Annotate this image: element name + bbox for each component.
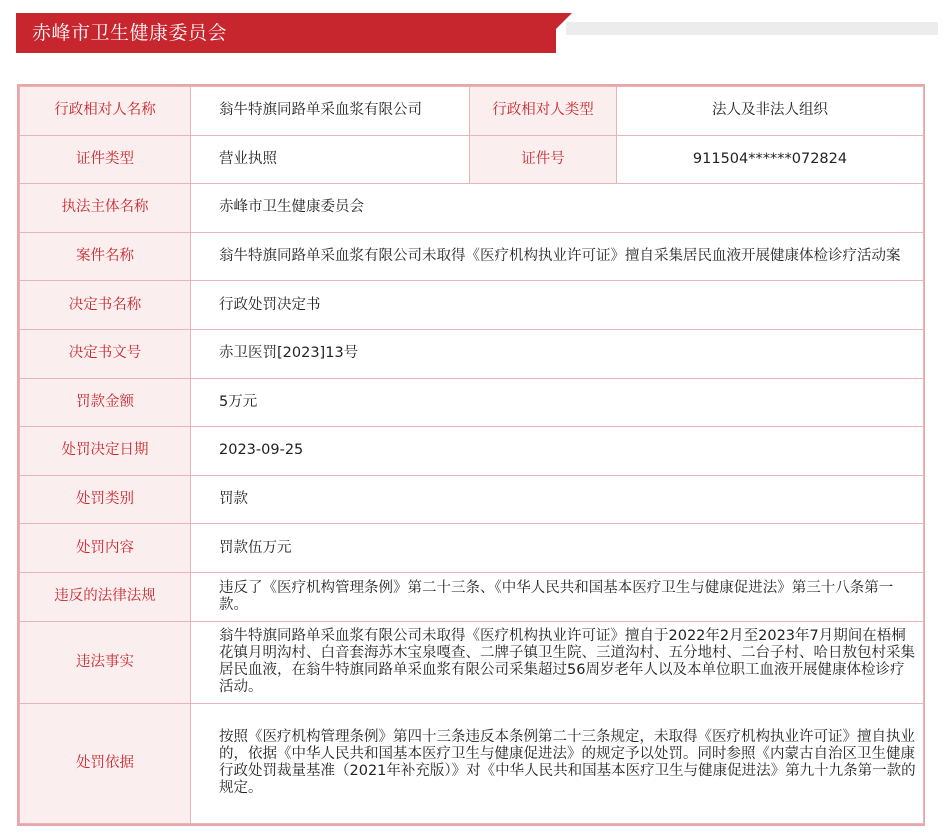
field-label-id-number: 证件号	[470, 135, 617, 184]
page-title: 赤峰市卫生健康委员会	[32, 22, 228, 44]
table-row	[20, 329, 924, 378]
field-value-party-name: 翁牛特旗同路单采血浆有限公司	[191, 87, 470, 136]
field-value-party-type: 法人及非法人组织	[617, 87, 924, 136]
field-value-violation-facts: 翁牛特旗同路单采血浆有限公司未取得《医疗机构执业许可证》擅自于2022年2月至2023年7月期间在梧桐花镇月明沟村、白音套海苏木宝泉嘎查、二牌子镇卫生院、三道沟村、五分地村、二台子村、哈日敖包村采集居民血液，在翁牛特旗同路单采血浆有限公司采集超过56周岁老年人以及本单位职工血液开展健康体检诊疗活动。	[191, 621, 924, 703]
field-label-violation-facts: 违法事实	[20, 621, 191, 703]
table-row	[20, 427, 924, 476]
field-value-decision-name: 行政处罚决定书	[191, 281, 924, 330]
field-label-violated-laws: 违反的法律法规	[20, 572, 191, 621]
field-label-decision-date: 处罚决定日期	[20, 427, 191, 476]
table-row	[20, 475, 924, 524]
table-row	[20, 135, 924, 184]
field-label-penalty-category: 处罚类别	[20, 475, 191, 524]
table-row	[20, 703, 924, 823]
field-label-decision-number: 决定书文号	[20, 329, 191, 378]
table-row	[20, 87, 924, 136]
header-divider-line	[566, 22, 938, 35]
field-label-case-name: 案件名称	[20, 232, 191, 281]
table-row	[20, 378, 924, 427]
table-row	[20, 281, 924, 330]
field-label-fine-amount: 罚款金额	[20, 378, 191, 427]
field-label-penalty-content: 处罚内容	[20, 524, 191, 573]
table-row	[20, 184, 924, 233]
table-row	[20, 572, 924, 621]
field-label-decision-name: 决定书名称	[20, 281, 191, 330]
table-row	[20, 232, 924, 281]
field-label-penalty-basis: 处罚依据	[20, 703, 191, 823]
field-label-party-type: 行政相对人类型	[470, 87, 617, 136]
field-label-id-type: 证件类型	[20, 135, 191, 184]
field-value-id-type: 营业执照	[191, 135, 470, 184]
field-value-decision-number: 赤卫医罚[2023]13号	[191, 329, 924, 378]
field-value-id-number: 911504******072824	[617, 135, 924, 184]
field-value-penalty-category: 罚款	[191, 475, 924, 524]
table-row	[20, 524, 924, 573]
field-value-case-name: 翁牛特旗同路单采血浆有限公司未取得《医疗机构执业许可证》擅自采集居民血液开展健康体检诊疗活动案	[191, 232, 924, 281]
field-label-enforcement-body: 执法主体名称	[20, 184, 191, 233]
section-header	[16, 13, 936, 53]
field-value-enforcement-body: 赤峰市卫生健康委员会	[191, 184, 924, 233]
field-value-decision-date: 2023-09-25	[191, 427, 924, 476]
field-value-penalty-content: 罚款伍万元	[191, 524, 924, 573]
field-value-fine-amount: 5万元	[191, 378, 924, 427]
field-value-violated-laws: 违反了《医疗机构管理条例》第二十三条、《中华人民共和国基本医疗卫生与健康促进法》第三十八条第一款。	[191, 572, 924, 621]
table-row	[20, 621, 924, 703]
field-label-party-name: 行政相对人名称	[20, 87, 191, 136]
penalty-info-table	[17, 84, 925, 826]
field-value-penalty-basis: 按照《医疗机构管理条例》第四十三条违反本条例第二十三条规定，未取得《医疗机构执业许可证》擅自执业的，依据《中华人民共和国基本医疗卫生与健康促进法》的规定予以处罚。同时参照《内蒙古自治区卫生健康行政处罚裁量基准（2021年补充版）》对《中华人民共和国基本医疗卫生与健康促进法》第九十九条第一款的规定。	[191, 703, 924, 823]
